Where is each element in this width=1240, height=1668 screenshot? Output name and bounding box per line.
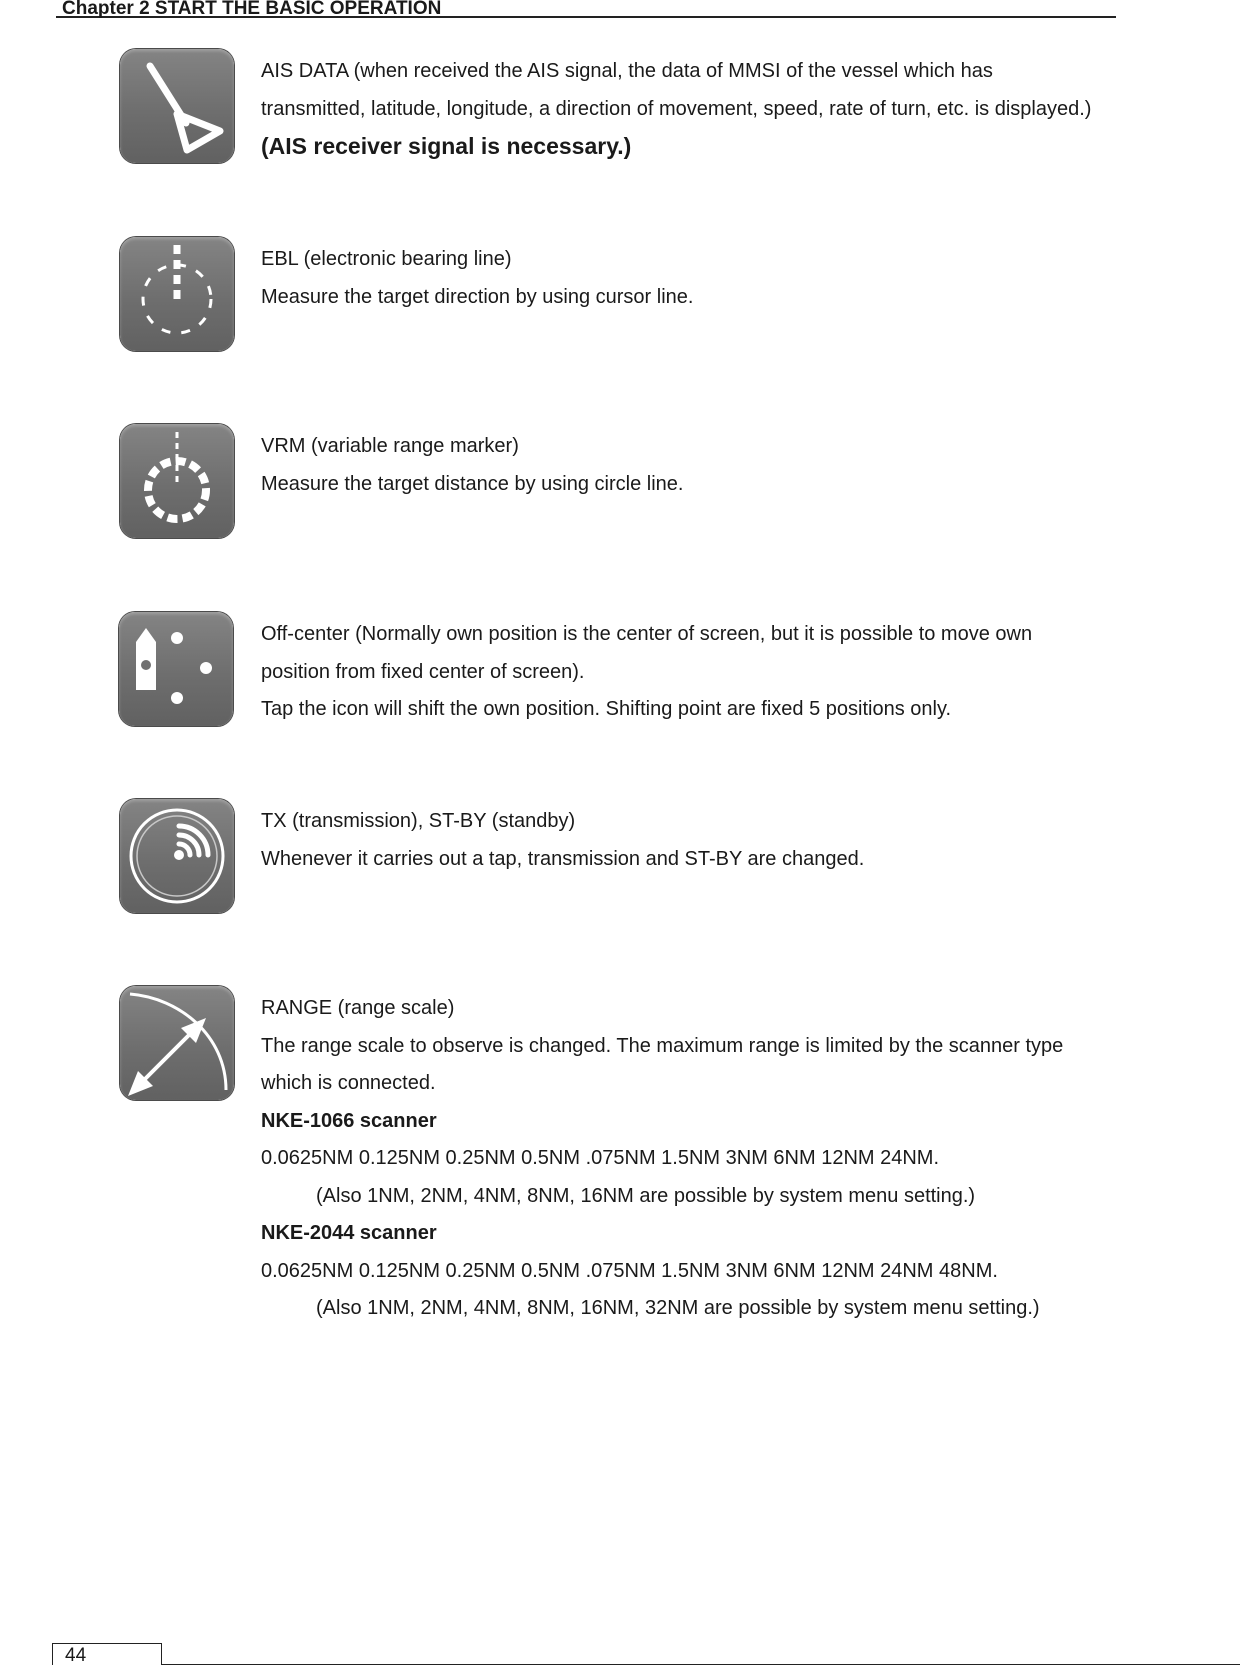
vrm-icon[interactable] — [120, 424, 234, 538]
scanner-2044-ranges: 0.0625NM 0.125NM 0.25NM 0.5NM .075NM 1.5NM 3NM 6NM 12NM 24NM 48NM. — [261, 1259, 998, 1282]
scanner-2044-note: (Also 1NM, 2NM, 4NM, 8NM, 16NM, 32NM are possible by system menu setting.) — [316, 1297, 1040, 1319]
footer-rule — [52, 1664, 1240, 1665]
off-center-description: position from fixed center of screen). — [261, 660, 585, 683]
scanner-1066-note: (Also 1NM, 2NM, 4NM, 8NM, 16NM are possible by system menu setting.) — [316, 1184, 976, 1207]
ais-target-icon[interactable] — [120, 49, 234, 163]
transmission-icon[interactable] — [120, 799, 234, 913]
ebl-title: EBL (electronic bearing line) — [261, 248, 512, 270]
scanner-2044-title: NKE-2044 scanner — [261, 1222, 437, 1244]
vrm-title: VRM (variable range marker) — [261, 435, 519, 457]
ebl-description: Measure the target direction by using cursor line. — [261, 285, 694, 308]
ais-note: (AIS receiver signal is necessary.) — [261, 133, 632, 159]
ais-title: AIS DATA (when received the AIS signal, the data of MMSI of the vessel which has — [261, 60, 993, 82]
range-description: The range scale to observe is changed. The maximum range is limited by the scanner type — [261, 1034, 1064, 1057]
tx-title: TX (transmission), ST-BY (standby) — [261, 810, 576, 832]
off-center-title: Off-center (Normally own position is the center of screen, but it is possible to move own — [261, 623, 1033, 645]
tx-description: Whenever it carries out a tap, transmission and ST-BY are changed. — [261, 847, 865, 870]
off-center-icon[interactable] — [119, 612, 233, 726]
page-number: 44 — [52, 1643, 162, 1665]
range-description-cont: which is connected. — [261, 1072, 436, 1094]
range-scale-icon[interactable] — [120, 986, 234, 1100]
off-center-usage: Tap the icon will shift the own position. Shifting point are fixed 5 positions only. — [261, 698, 952, 720]
ais-description: transmitted, latitude, longitude, a direction of movement, speed, rate of turn, etc. is displayed.) — [261, 97, 1092, 120]
ebl-icon[interactable] — [120, 237, 234, 351]
chapter-header: Chapter 2 START THE BASIC OPERATION — [56, 0, 1116, 18]
scanner-1066-ranges: 0.0625NM 0.125NM 0.25NM 0.5NM .075NM 1.5NM 3NM 6NM 12NM 24NM. — [261, 1147, 940, 1169]
range-title: RANGE (range scale) — [261, 997, 455, 1019]
vrm-description: Measure the target distance by using circle line. — [261, 472, 684, 495]
scanner-1066-title: NKE-1066 scanner — [261, 1109, 437, 1132]
